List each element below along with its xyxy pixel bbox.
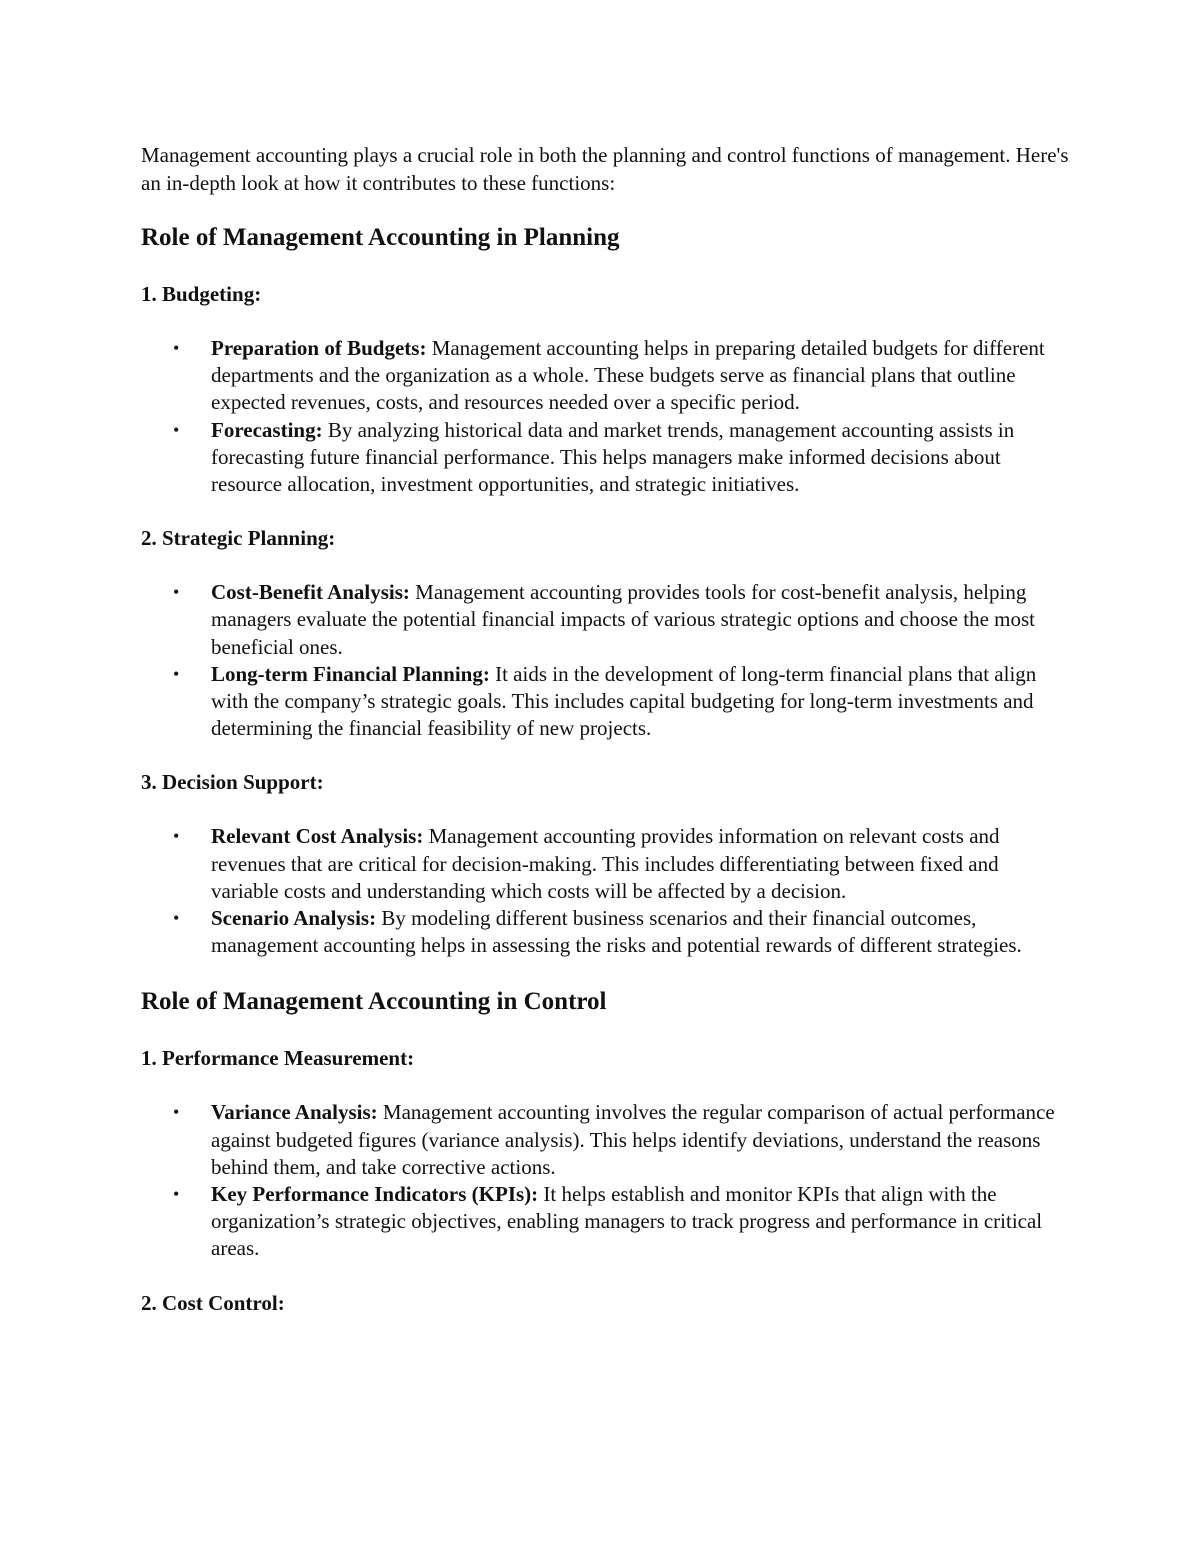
subsection-title-performance-measurement: 1. Performance Measurement: <box>141 1046 415 1071</box>
bullet-list-strategic-planning <box>141 579 1071 742</box>
bullet-icon: • <box>173 826 180 847</box>
item-text: Management accounting involves the regular comparison of actual performance against budgeted figures (variance analysis). This helps identify deviations, understand the reasons behind them, and take corrective actions. <box>211 1100 1055 1179</box>
subsection-title-cost-control: 2. Cost Control: <box>141 1290 285 1315</box>
item-term: Scenario Analysis: <box>211 906 377 931</box>
bullet-icon: • <box>173 908 180 929</box>
section-heading-control: Role of Management Accounting in Control <box>141 988 607 1016</box>
item-term: Preparation of Budgets: <box>211 336 427 360</box>
item-text: Management accounting helps in preparing detailed budgets for different departments and the organization as a whole. These budgets serve as financial plans that outline expected revenues, costs, and resources needed over a specific period. <box>211 336 1045 415</box>
list-item <box>141 661 1071 743</box>
subsection-title-budgeting: 1. Budgeting: <box>141 282 262 306</box>
item-text: It helps establish and monitor KPIs that align with the organization’s strategic objectives, enabling managers to track progress and performance in critical areas. <box>211 1182 1043 1261</box>
list-item <box>141 1181 1071 1263</box>
intro-paragraph: Management accounting plays a crucial role in both the planning and control functions of management. Here's an in-depth look at how it contributes to these functions: <box>141 143 1069 195</box>
bullet-list-decision-support <box>141 823 1071 959</box>
item-term: Key Performance Indicators (KPIs): <box>211 1182 539 1207</box>
list-item <box>141 335 1071 417</box>
item-text: It aids in the development of long-term financial plans that align with the company’s strategic goals. This includes capital budgeting for long-term investments and determining the financial feasibility of new projects. <box>211 661 1037 741</box>
bullet-list-budgeting <box>141 335 1071 498</box>
bullet-icon: • <box>173 663 180 684</box>
item-term: Variance Analysis: <box>211 1100 378 1125</box>
subsection-title-decision-support: 3. Decision Support: <box>141 770 324 795</box>
list-item <box>141 417 1071 499</box>
item-term: Forecasting: <box>211 417 323 442</box>
subsection-title-strategic-planning: 2. Strategic Planning: <box>141 526 336 551</box>
item-text: Management accounting provides tools for cost-benefit analysis, helping managers evaluate the potential financial impacts of various strategic options and choose the most beneficial ones. <box>211 580 1035 659</box>
section-heading-planning: Role of Management Accounting in Planning <box>141 224 620 251</box>
document-page <box>141 142 1071 1317</box>
bullet-icon: • <box>173 1102 180 1123</box>
bullet-icon: • <box>173 1184 180 1205</box>
item-term: Cost-Benefit Analysis: <box>211 580 410 605</box>
item-text: By modeling different business scenarios and their financial outcomes, management accounting helps in assessing the risks and potential rewards of different strategies. <box>211 906 1022 958</box>
item-text: Management accounting provides information on relevant costs and revenues that are critical for decision-making. This includes differentiating between fixed and variable costs and understanding which costs will be affected by a decision. <box>211 824 1000 903</box>
list-item <box>141 905 1071 959</box>
item-term: Long-term Financial Planning: <box>211 661 490 686</box>
list-item <box>141 579 1071 661</box>
bullet-list-performance-measurement <box>141 1099 1071 1262</box>
item-text: By analyzing historical data and market trends, management accounting assists in forecasting future financial performance. This helps managers make informed decisions about resource allocation, investment opportunities, and strategic initiatives. <box>211 417 1015 497</box>
list-item <box>141 1099 1071 1181</box>
bullet-icon: • <box>173 338 180 358</box>
bullet-icon: • <box>173 582 180 603</box>
item-term: Relevant Cost Analysis: <box>211 824 424 849</box>
list-item <box>141 823 1071 905</box>
bullet-icon: • <box>173 419 180 440</box>
